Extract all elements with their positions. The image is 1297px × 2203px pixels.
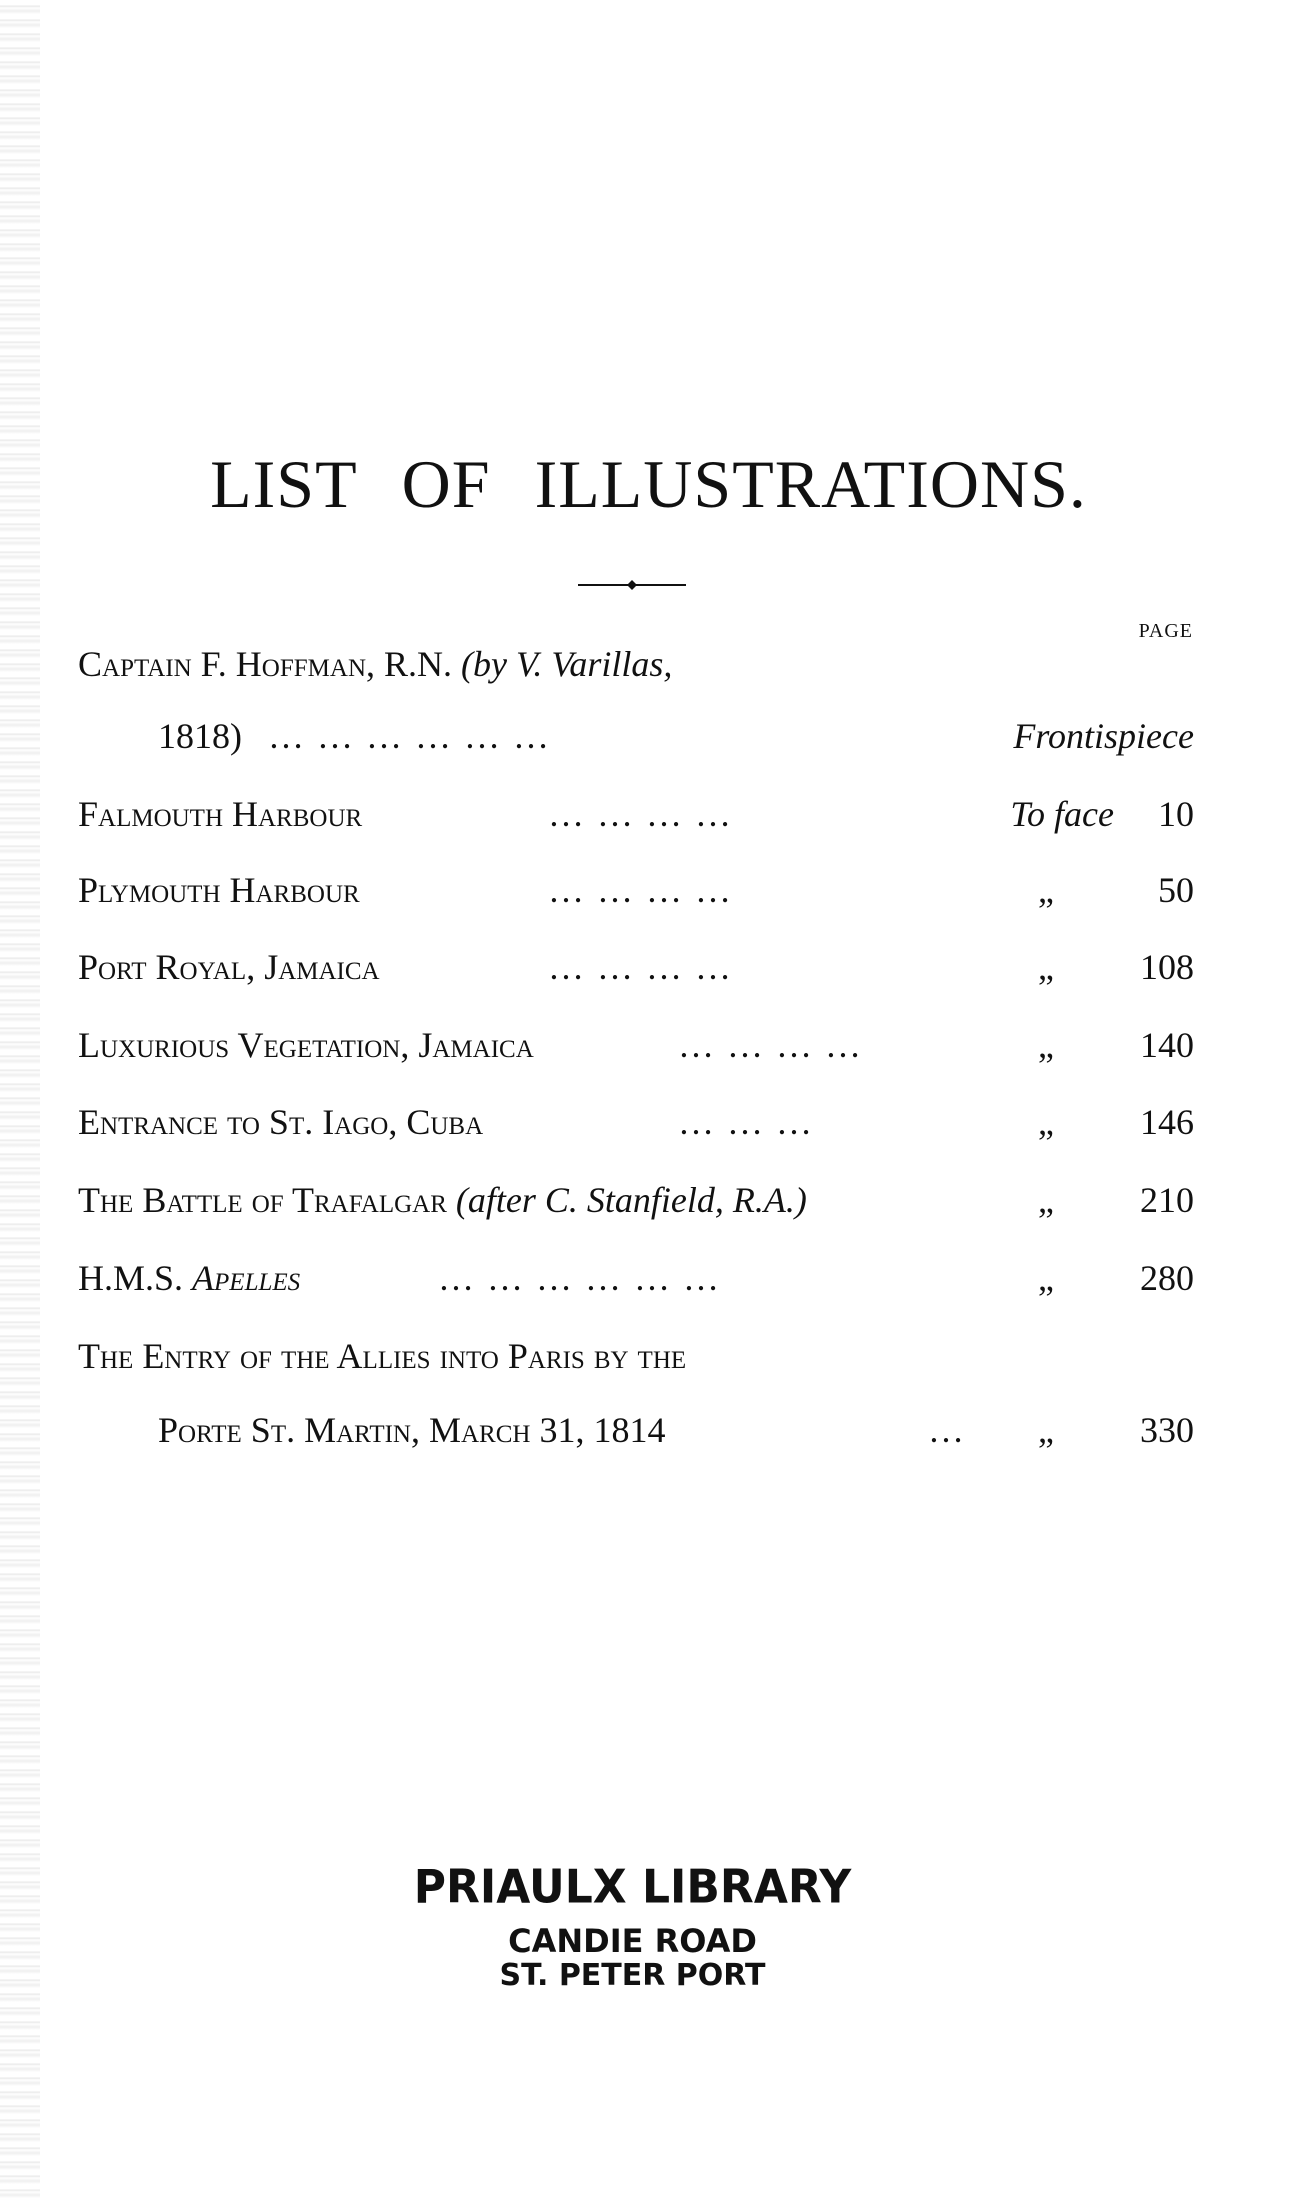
ditto-mark: „ — [1038, 870, 1054, 910]
list-item — [78, 1170, 1194, 1230]
entry-text — [78, 1248, 300, 1308]
library-stamp-street: CANDIE ROAD — [508, 1922, 757, 1960]
library-stamp-name: PRIAULX LIBRARY — [413, 1860, 852, 1915]
entry-title: Porte St. Martin, March 31, 1814 — [158, 1410, 666, 1450]
leader-dots: … … … … — [548, 947, 733, 987]
list-item — [78, 1092, 1194, 1152]
page-title — [0, 445, 1297, 524]
entry-text — [78, 1170, 807, 1230]
leader-dots: … … … … … … — [438, 1258, 721, 1298]
entry-title: 1818) — [158, 716, 242, 756]
entry-page-ref: To face — [1010, 794, 1114, 834]
title-word: OF — [401, 446, 491, 522]
library-stamp-town: ST. PETER PORT — [499, 1958, 766, 1993]
entry-title: Falmouth Harbour — [78, 794, 363, 834]
leader-dots: … … … … — [548, 794, 733, 834]
ditto-mark: „ — [1038, 1180, 1054, 1220]
entry-page-number: 280 — [1140, 1258, 1194, 1298]
entry-title: The Battle of Trafalgar — [78, 1180, 456, 1220]
entry-title: Port Royal, Jamaica — [78, 947, 380, 987]
entry-page-number: 330 — [1140, 1410, 1194, 1450]
leader-dots: … … … … … … — [268, 716, 551, 756]
entry-title: The Entry of the Allies into Paris by the — [78, 1336, 687, 1376]
list-item — [158, 706, 1194, 766]
entry-page-ref: Frontispiece — [1013, 716, 1194, 756]
list-item — [78, 634, 1194, 694]
list-item — [78, 784, 1194, 844]
ditto-mark: „ — [1038, 1410, 1054, 1450]
leader-dots: … … … … — [678, 1025, 863, 1065]
leader-dots: … — [928, 1410, 966, 1450]
entry-text — [78, 634, 672, 694]
title-word: LIST — [210, 446, 358, 522]
entry-title: H.M.S. — [78, 1258, 193, 1298]
entry-page-number: 50 — [1158, 870, 1194, 910]
ditto-mark: „ — [1038, 1258, 1054, 1298]
list-item — [78, 1248, 1194, 1308]
entry-title: Captain F. Hoffman, R.N. — [78, 644, 462, 684]
entry-page-number: 146 — [1140, 1102, 1194, 1142]
leader-dots: … … … … — [548, 870, 733, 910]
ditto-mark: „ — [1038, 947, 1054, 987]
entry-credit: (by V. Varillas, — [461, 644, 673, 684]
list-item — [158, 1400, 1194, 1460]
list-item — [78, 1326, 1194, 1386]
entry-page-number: 108 — [1140, 947, 1194, 987]
entry-ship-name: Apelles — [192, 1258, 301, 1298]
leader-dots: … … … — [678, 1102, 814, 1142]
divider-ornament — [578, 578, 686, 592]
entry-credit: (after C. Stanfield, R.A.) — [455, 1180, 807, 1220]
ditto-mark: „ — [1038, 1025, 1054, 1065]
entry-title: Luxurious Vegetation, Jamaica — [78, 1025, 534, 1065]
page-column-header: PAGE — [1138, 620, 1193, 642]
entry-title: Entrance to St. Iago, Cuba — [78, 1102, 484, 1142]
ditto-mark: „ — [1038, 1102, 1054, 1142]
entry-page-number: 10 — [1158, 794, 1194, 834]
entry-page-number: 140 — [1140, 1025, 1194, 1065]
list-item — [78, 937, 1194, 997]
entry-page-number: 210 — [1140, 1180, 1194, 1220]
list-item — [78, 860, 1194, 920]
list-item — [78, 1015, 1194, 1075]
title-word: ILLUSTRATIONS. — [534, 446, 1087, 522]
entry-title: Plymouth Harbour — [78, 870, 360, 910]
